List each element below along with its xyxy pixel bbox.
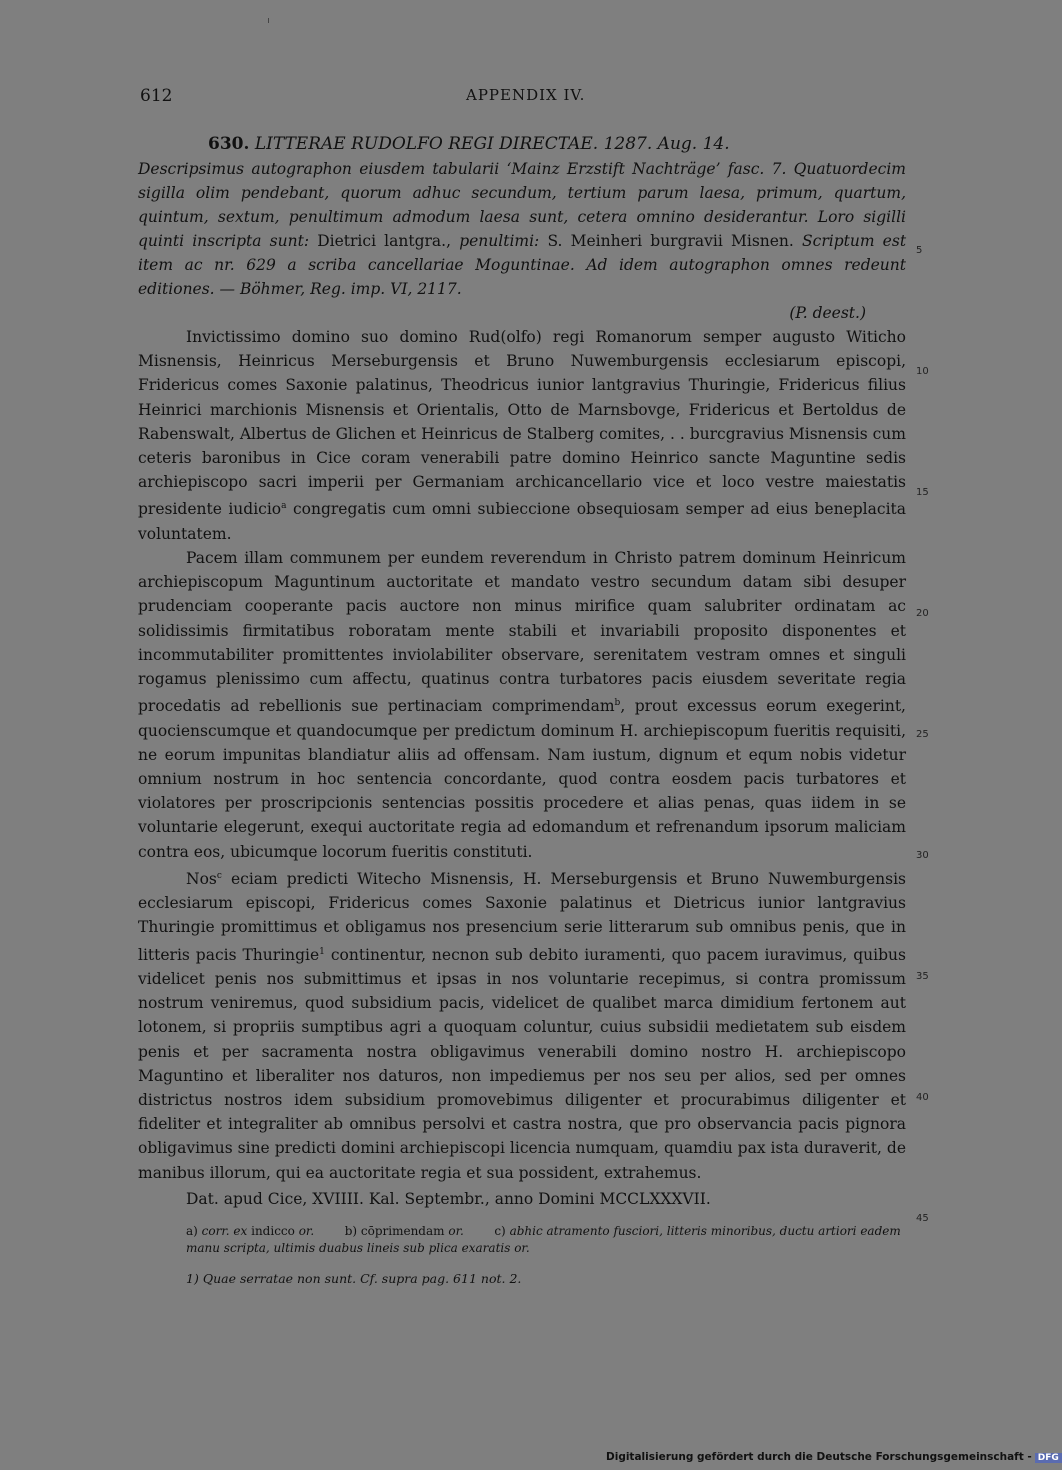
description-part: Scriptum est item ac nr. 629 a scriba cancellariae Moguntinae. Ad idem autographon omnes redeunt editiones. — Böhmer, Reg. imp. VI, 2117. — [138, 232, 907, 298]
document-title — [208, 134, 906, 154]
textual-notes — [138, 1223, 906, 1257]
text-paragraph — [138, 864, 906, 1185]
source-description — [138, 157, 906, 301]
scan-mark — [268, 18, 269, 23]
line-number: 15 — [916, 487, 929, 498]
note-text: indicco — [251, 1223, 295, 1238]
credit-text: Digitalisierung gefördert durch die Deutsche Forschungsgemeinschaft - — [606, 1451, 1032, 1463]
text-span: continentur, necnon sub debito iuramenti, quo pacem iuravimus, quibus videlicet penis nos submittimus et ipsas in nos voluntarie recepimus, si contra promissum nostrum veniremus, quod subsidium pacis, videlicet de qualibet marca dimidium fertonem aut lotonem, si propriis sumptibus agri a quoquam coluntur, cuius subsidii medietatem sub eisdem penis et per sacramenta nostra obligavimus venerabili domino nostro H. archiepiscopo Maguntino et liberaliter nos daturos, non impediemus per nos seu per alios, sed per omnes districtus nostros idem subsidium promovebimus diligenter et procurabimus diligenter et fideliter et integraliter ab omnibus persolvi et castra nostra, que pro observancia pacis pignora obligavimus sine predicti domini archiepiscopi licencia numquam, quamdiu pax ista duraverit, de manibus illorum, qui ea auctoritate regia et sua possident, extrahemus. — [138, 945, 906, 1182]
line-number: 25 — [916, 729, 929, 740]
note-ref: c — [216, 870, 222, 881]
text-span: , prout excessus eorum exegerint, quocienscumque et quandocumque per predictum dominum H. archiepiscopum fueritis requisiti, ne eorum impunitas blandiatur aliis ad offensam. Nam iustum, dignum et equm nobis videtur omnium nostrum in hoc sentencia concordante, quod contra eosdem pacis turbatores et violatores per proscripcionis sentencias possitis procedere et alias penas, quas iidem in se voluntarie elegerunt, exequi auctoritate regia ad edomandum et refrenandum ipsorum maliciam contra eos, ubicumque locorum fueritis constituti. — [138, 697, 906, 861]
line-number: 35 — [916, 971, 929, 982]
dfg-logo: DFG — [1035, 1453, 1062, 1463]
page-content — [138, 134, 906, 1286]
note-label: c) — [494, 1223, 506, 1238]
note-ref: b — [614, 698, 621, 709]
note-text: corr. ex — [201, 1223, 248, 1238]
document-heading: LITTERAE RUDOLFO REGI DIRECTAE. — [254, 134, 599, 154]
line-number: 20 — [916, 608, 929, 619]
note-text: Quae serratae non sunt. Cf. supra pag. 611 not. 2. — [202, 1270, 522, 1286]
line-number: 5 — [916, 245, 923, 256]
text-span: eciam predicti Witecho Misnensis, H. Merseburgensis et Bruno Nuwemburgensis ecclesiarum episcopi, Fridericus comes Saxonie palatinus et Dietricus iunior lantgravius Thuringie promittimus et obligamus nos presencium serie litterarum sub omnibus penis, que in litteris pacis Thuringie — [138, 869, 906, 964]
footnote-1 — [186, 1271, 906, 1286]
description-part: penultimi: — [459, 232, 540, 250]
note-text: abhic atramento fusciori, litteris minoribus, ductu artiori eadem manu scripta, ultimis duabus lineis sub plica exaratis or. — [186, 1223, 901, 1255]
note-ref: 1 — [319, 946, 325, 957]
document-number: 630. — [208, 134, 250, 154]
note-text: cōprimendam — [360, 1223, 445, 1238]
description-part: Dietrici lantgra., — [317, 232, 452, 250]
text-span: Invictissimo domino suo domino Rud(olfo) regi Romanorum semper augusto Witicho Misnensis, Heinricus Merseburgensis et Bruno Nuwemburgensis ecclesiarum episcopi, Fridericus comes Saxonie palatinus, Theodricus iunior lantgravius Thuringie, Fridericus filius Heinrici marchionis Misnensis et Orientalis, Otto de Marnsbovge, Fridericus et Bertoldus de Rabenswalt, Albertus de Glichen et Heinricus de Stalberg comites, . . burcgravius Misnensis cum ceteris baronibus in Cice coram venerabili patre domino Heinrico sancte Maguntine sedis archiepiscopo sacri imperii per Germaniam archicancellario vice et loco vestre maiestatis presidente iudicio — [138, 328, 906, 519]
description-part: Descripsimus autographon eiusdem tabularii ‘Mainz Erzstift Nachträge’ fasc. 7. Quatuordecim sigilla olim pendebant, quorum adhuc secundum, tertium parum laesa, primum, quartum, quintum, sextum, penultimum admodum laesa sunt, cetera omnino desiderantur. Loro sigilli quinti inscripta sunt: — [138, 160, 906, 250]
note-label: 1) — [186, 1270, 199, 1286]
text-paragraph — [138, 325, 906, 546]
editor-siglum: (P. deest.) — [789, 304, 866, 322]
text-span: Nos — [186, 869, 217, 888]
notes-row — [138, 1223, 906, 1257]
note-text: or. — [448, 1223, 464, 1238]
line-number: 30 — [916, 850, 929, 861]
line-number: 10 — [916, 366, 929, 377]
note-ref: a — [281, 501, 287, 512]
digitization-credit — [606, 1451, 1062, 1463]
note-label: a) — [186, 1223, 198, 1238]
text-span: congregatis cum omni subieccione obsequiosam semper ad eius beneplacita voluntatem. — [138, 500, 906, 543]
dating-clause: Dat. apud Cice, XVIIII. Kal. Septembr., anno Domini MCCLXXXVII. — [186, 1189, 711, 1208]
description-part: S. Meinheri burgravii Misnen. — [547, 232, 794, 250]
document-date: 1287. Aug. 14. — [603, 134, 730, 154]
line-number: 40 — [916, 1092, 929, 1103]
note-text: or. — [298, 1223, 315, 1238]
page-number: 612 — [140, 86, 173, 106]
note-label: b) — [344, 1223, 358, 1238]
text-span: Pacem illam communem per eundem reverendum in Christo patrem dominum Heinricum archiepiscopum Maguntinum auctoritate et mandato vestro secundum datam sibi desuper prudenciam cooperante pacis auctore non minus mirifice quam salubriter ordinatam ac solidissimis firmitatibus roboratam mente stabili et invariabili proposito disponentes et incommutabiliter promittentes inviolabiliter observare, serenitatem vestram omnes et singuli rogamus plenissimo cum affectu, quatinus contra turbatores pacis eiusdem severitate regia procedatis ad rebellionis sue pertinaciam comprimendam — [138, 548, 906, 716]
text-paragraph — [138, 546, 906, 864]
running-head: APPENDIX IV. — [466, 86, 586, 104]
line-number: 45 — [916, 1213, 929, 1224]
